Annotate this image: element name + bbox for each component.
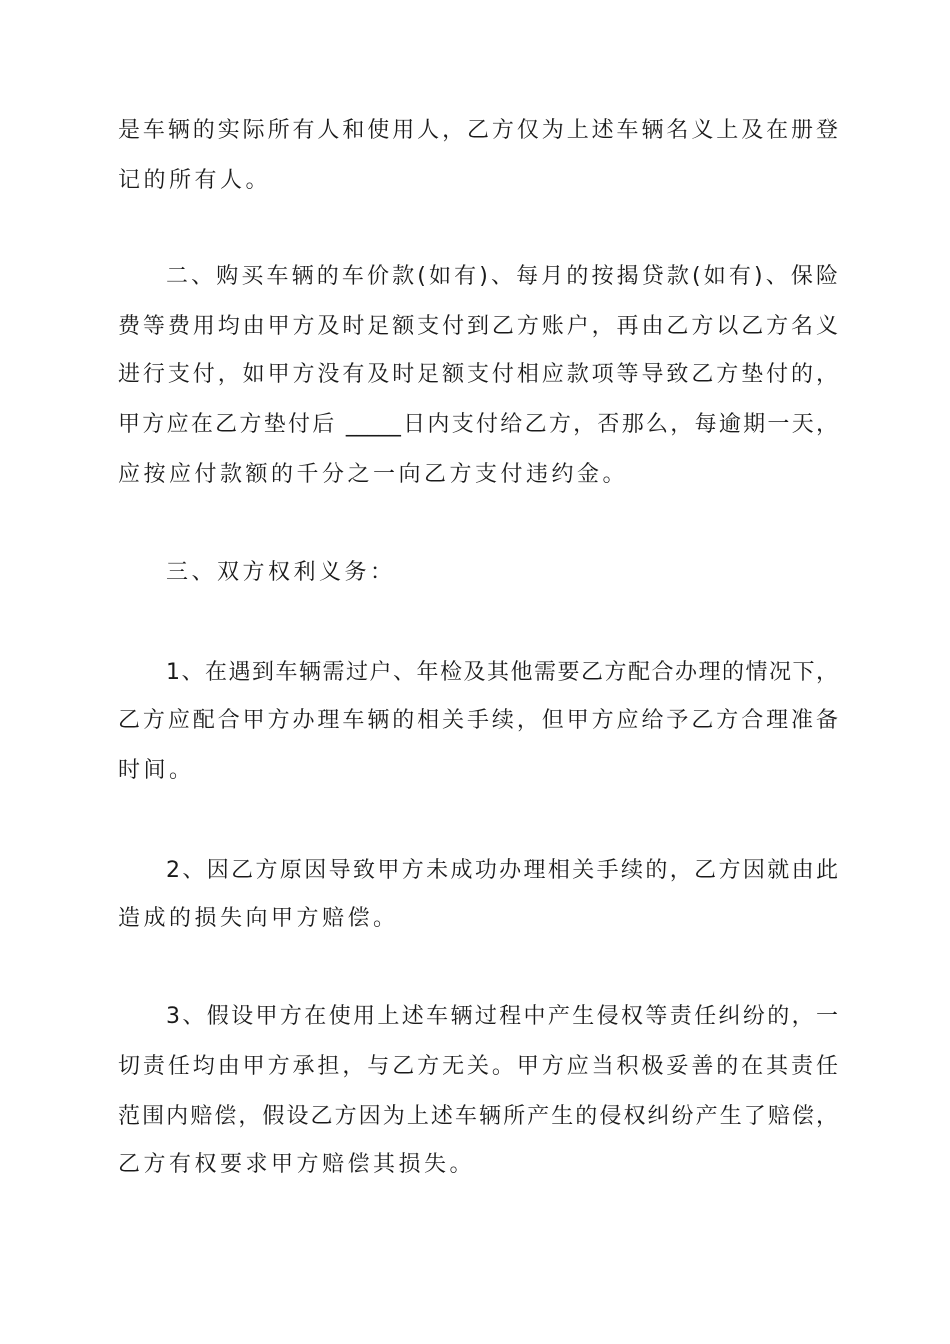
paragraph-line: 费等费用均由甲方及时足额支付到乙方账户，再由乙方以乙方名义 bbox=[118, 314, 838, 339]
paragraph-line: 乙方应配合甲方办理车辆的相关手续，但甲方应给予乙方合理准备 bbox=[118, 708, 838, 733]
paragraph-line: 时间。 bbox=[118, 758, 195, 783]
paragraph-line: 3、假设甲方在使用上述车辆过程中产生侵权等责任纠纷的，一 bbox=[166, 1004, 838, 1029]
section-heading: 三、双方权利义务： bbox=[166, 560, 396, 585]
paragraph-line: 2、因乙方原因导致甲方未成功办理相关手续的，乙方因就由此 bbox=[166, 858, 838, 883]
paragraph-line: 记的所有人。 bbox=[118, 168, 272, 193]
paragraph-line: 是车辆的实际所有人和使用人，乙方仅为上述车辆名义上及在册登 bbox=[118, 118, 838, 143]
paragraph-line: 范围内赔偿，假设乙方因为上述车辆所产生的侵权纠纷产生了赔偿， bbox=[118, 1104, 838, 1129]
paragraph-line: 造成的损失向甲方赔偿。 bbox=[118, 906, 399, 931]
paragraph-line: 切责任均由甲方承担，与乙方无关。甲方应当积极妥善的在其责任 bbox=[118, 1054, 838, 1079]
paragraph-line: 1、在遇到车辆需过户、年检及其他需要乙方配合办理的情况下， bbox=[166, 660, 838, 685]
paragraph-line: 应按应付款额的千分之一向乙方支付违约金。 bbox=[118, 462, 629, 487]
paragraph-line: 乙方有权要求甲方赔偿其损失。 bbox=[118, 1152, 476, 1177]
paragraph-line: 进行支付，如甲方没有及时足额支付相应款项等导致乙方垫付的， bbox=[118, 362, 838, 387]
paragraph-line: 甲方应在乙方垫付后 _____日内支付给乙方，否那么，每逾期一天， bbox=[118, 412, 838, 437]
paragraph-line: 二、购买车辆的车价款(如有)、每月的按揭贷款(如有)、保险 bbox=[166, 264, 838, 289]
